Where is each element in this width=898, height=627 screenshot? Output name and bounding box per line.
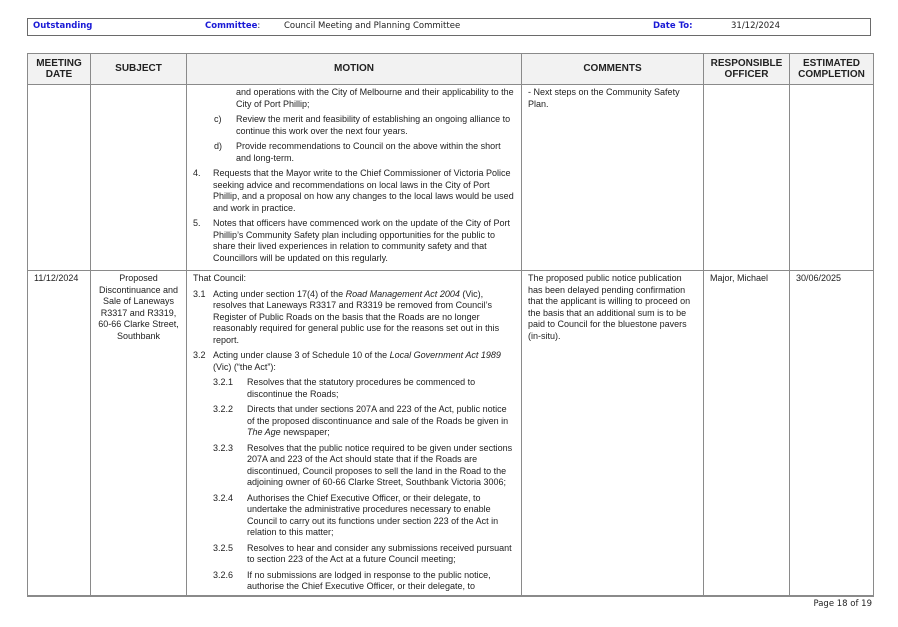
responsible-officer-cell	[704, 85, 790, 271]
text-part: Acting under section 17(4) of the	[213, 288, 346, 299]
item-text: Requests that the Mayor write to the Chief Commissioner of Victoria Police seeking advice and recommendations on local laws in the City of Port Phillip, and a proposal on how any changes to the local laws would be used and work in practice.	[213, 168, 514, 213]
subitem-text	[247, 404, 515, 439]
outstanding-label: Outstanding	[33, 21, 93, 31]
motion-item	[193, 218, 515, 264]
subitem-text: Authorises the Chief Executive Officer, or their delegate, to undertake the administrative procedures necessary to enable Council to carry out its functions under section 223 of the Act in relation to this matter;	[247, 492, 499, 537]
item-label: 5.	[193, 218, 201, 228]
subitem-label: 3.2.1	[213, 377, 234, 387]
table-row	[28, 271, 874, 597]
subitem-text: Resolves to hear and consider any submissions received pursuant to section 223 of the Act at a future Council meeting;	[247, 542, 512, 564]
subject-cell: Proposed Discontinuance and Sale of Laneways R3317 and R3319, 60-66 Clarke Street, Southbank	[91, 271, 187, 597]
date-to-label: Date To:	[653, 21, 693, 31]
item-text	[213, 289, 515, 347]
estimated-completion-cell: 30/06/2025	[790, 271, 874, 597]
subitem-text: Resolves that the statutory procedures be commenced to discontinue the Roads;	[247, 377, 476, 399]
motion-subitem	[193, 443, 515, 489]
comments-cell: - Next steps on the Community Safety Plan.	[522, 85, 704, 271]
motion-subitem	[193, 493, 515, 539]
motion-subitem	[193, 114, 515, 137]
outstanding-actions-table	[27, 53, 874, 597]
table-header-row	[28, 54, 874, 85]
date-to-value: 31/12/2024	[731, 21, 780, 31]
footer-divider	[27, 595, 873, 596]
estimated-completion-cell	[790, 85, 874, 271]
meeting-date-cell	[28, 85, 91, 271]
act-name: Road Management Act 2004	[345, 288, 460, 299]
table-row	[28, 85, 874, 271]
motion-subitem	[193, 404, 515, 439]
motion-item	[193, 168, 515, 214]
subitem-label: 3.2.6	[213, 569, 234, 580]
motion-subitem	[193, 543, 515, 566]
text-part: (Vic), resolves that Laneways R3317 and R3319 be removed from Council’s Register of Public Roads on the basis that the Roads are no longer reasonably required for general public use for the reasons set out in this report.	[213, 288, 500, 345]
subitem-text: If no submissions are lodged in response to the public notice, authorise the Chief Executive Officer, or their delegate, to	[247, 569, 491, 591]
motion-intro: That Council:	[193, 273, 247, 283]
responsible-officer-cell: Major, Michael	[704, 271, 790, 597]
committee-value: Council Meeting and Planning Committee	[284, 21, 461, 31]
meeting-date-cell: 11/12/2024	[28, 271, 91, 597]
item-label: 3.2	[193, 350, 206, 360]
committee-colon: :	[257, 21, 261, 31]
motion-cell	[187, 85, 522, 271]
subitem-text: Provide recommendations to Council on the above within the short and long-term.	[236, 141, 501, 163]
subitem-label: c)	[214, 114, 222, 124]
item-label: 4.	[193, 168, 201, 178]
subitem-label: 3.2.5	[213, 542, 234, 553]
comments-cell: The proposed public notice publication has been delayed pending confirmation that the applicant is willing to proceed on the basis that an additional sum is to be paid to Council for the bluestone pavers (in-situ).	[522, 271, 704, 597]
motion-item-3-2	[193, 350, 515, 373]
col-header-subject: SUBJECT	[91, 54, 187, 85]
col-header-meeting-date: MEETING DATE	[28, 54, 91, 85]
col-header-responsible-officer: RESPONSIBLE OFFICER	[704, 54, 790, 85]
item-label: 3.1	[193, 288, 206, 299]
motion-subitem	[193, 570, 515, 593]
subject-cell	[91, 85, 187, 271]
text-part: (Vic) (“the Act”):	[213, 361, 276, 372]
text-part: newspaper;	[280, 427, 330, 437]
committee-label-text: Committee	[205, 21, 258, 31]
text-part: Acting under clause 3 of Schedule 10 of the	[213, 350, 390, 360]
text-part: Directs that under sections 207A and 223 of the Act, public notice of the proposed discontinuance and sale of the Roads be given in	[247, 404, 509, 426]
motion-item-3-1	[193, 289, 515, 347]
newspaper-name: The Age	[247, 427, 281, 437]
subitem-label: 3.2.4	[213, 492, 234, 503]
subitem-label: 3.2.2	[213, 404, 234, 414]
act-name: Local Government Act 1989	[389, 350, 501, 360]
subitem-label: d)	[214, 141, 223, 151]
motion-subitem	[193, 377, 515, 400]
subitem-label: 3.2.3	[213, 442, 234, 453]
motion-cell	[187, 271, 522, 597]
item-text	[213, 350, 515, 373]
committee-label	[205, 21, 260, 31]
item-text: Notes that officers have commenced work on the update of the City of Port Phillip’s Community Safety plan including opportunities for the public to share their lived experiences in relation to community safety and that Councillors will be updated on this regularly.	[213, 218, 510, 263]
col-header-motion: MOTION	[187, 54, 522, 85]
col-header-estimated-completion: ESTIMATED COMPLETION	[790, 54, 874, 85]
col-header-comments: COMMENTS	[522, 54, 704, 85]
motion-subitem	[193, 141, 515, 164]
subitem-text: Review the merit and feasibility of establishing an ongoing alliance to continue this work over the next four years.	[236, 114, 511, 136]
subitem-text: Resolves that the public notice required to be given under sections 207A and 223 of the Act should state that if the Roads are discontinued, Council proposes to sell the land in the Road to the adjoining owner of 60-66 Clarke Street, Southbank Victoria 3006;	[247, 442, 513, 487]
page-number: Page 18 of 19	[813, 599, 872, 609]
report-header	[27, 18, 871, 36]
motion-continuation: and operations with the City of Melbourne and their applicability to the City of Port Phillip;	[236, 87, 514, 109]
